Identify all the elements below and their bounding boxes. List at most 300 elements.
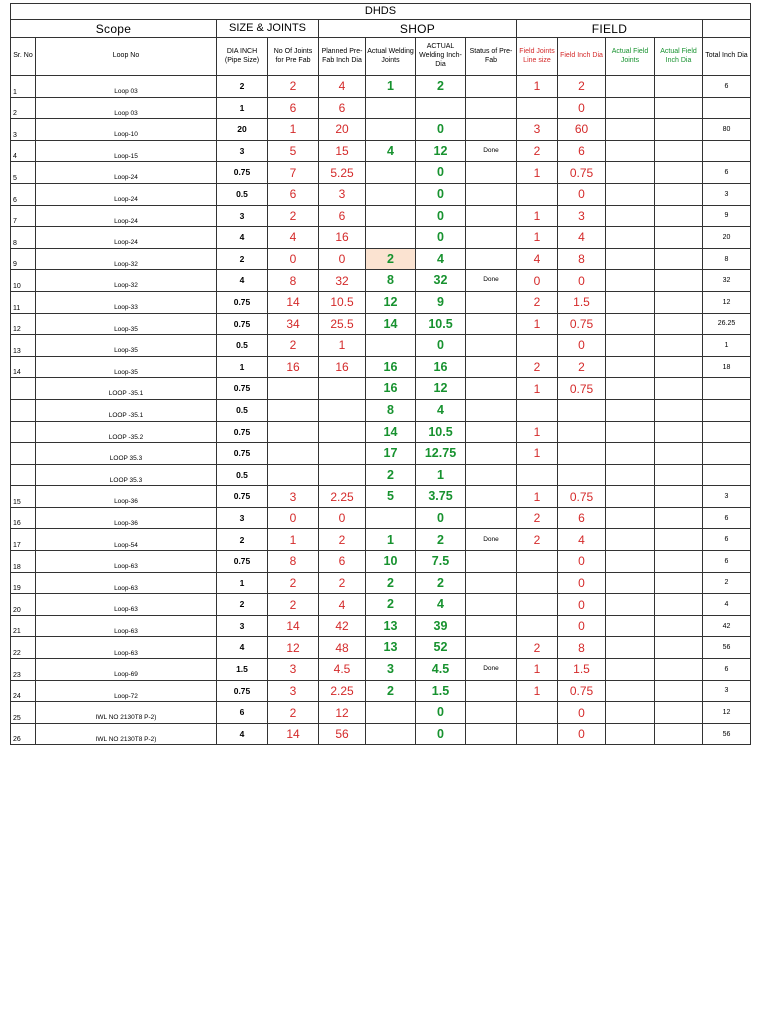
cell-field-joints-line-size [517,399,558,421]
table-row [11,399,751,421]
cell-dia-inch: 0.75 [217,378,268,400]
cell-no-joints-prefab: 1 [268,119,319,141]
cell-sr-no: 6 [11,183,36,205]
cell-field-joints-line-size: 1 [517,76,558,98]
cell-no-joints-prefab: 14 [268,615,319,637]
cell-field-joints-line-size: 2 [517,507,558,529]
cell-total-inch-dia [703,140,751,162]
cell-actual-field-inch-dia [655,76,703,98]
cell-status-prefab [466,399,517,421]
cell-field-inch-dia: 3 [558,205,606,227]
cell-sr-no: 23 [11,659,36,681]
cell-sr-no: 2 [11,97,36,119]
cell-loop-no: Loop-63 [36,594,217,616]
cell-total-inch-dia: 8 [703,248,751,270]
cell-actual-field-inch-dia [655,572,703,594]
cell-actual-field-joints [606,270,655,292]
cell-no-joints-prefab: 5 [268,140,319,162]
cell-total-inch-dia: 9 [703,205,751,227]
cell-planned-prefab-inch-dia: 56 [319,723,366,745]
cell-actual-welding-inch-dia: 0 [416,227,466,249]
cell-actual-welding-joints [366,162,416,184]
cell-planned-prefab-inch-dia: 12 [319,702,366,724]
cell-no-joints-prefab [268,464,319,486]
cell-actual-field-joints [606,421,655,443]
cell-status-prefab [466,637,517,659]
cell-field-inch-dia: 6 [558,507,606,529]
table-row [11,335,751,357]
cell-total-inch-dia: 2 [703,572,751,594]
table-row [11,356,751,378]
cell-actual-field-joints [606,378,655,400]
cell-total-inch-dia: 12 [703,702,751,724]
cell-actual-field-joints [606,615,655,637]
cell-loop-no: Loop-35 [36,335,217,357]
cell-status-prefab [466,572,517,594]
cell-loop-no: IWL NO 2130T8 P-2) [36,702,217,724]
cell-planned-prefab-inch-dia [319,464,366,486]
cell-total-inch-dia: 20 [703,227,751,249]
cell-field-joints-line-size: 1 [517,313,558,335]
cell-actual-welding-inch-dia: 1 [416,464,466,486]
cell-planned-prefab-inch-dia: 25.5 [319,313,366,335]
cell-actual-field-inch-dia [655,615,703,637]
cell-field-joints-line-size [517,594,558,616]
cell-planned-prefab-inch-dia: 2 [319,529,366,551]
cell-planned-prefab-inch-dia: 0 [319,248,366,270]
cell-actual-welding-inch-dia: 12.75 [416,443,466,465]
cell-loop-no: Loop-32 [36,270,217,292]
cell-actual-welding-joints: 2 [366,594,416,616]
cell-field-joints-line-size: 2 [517,140,558,162]
cell-actual-field-joints [606,162,655,184]
cell-no-joints-prefab: 16 [268,356,319,378]
cell-actual-welding-inch-dia: 2 [416,76,466,98]
cell-sr-no: 24 [11,680,36,702]
table-row [11,615,751,637]
cell-dia-inch: 0.5 [217,464,268,486]
cell-field-inch-dia: 0 [558,702,606,724]
cell-actual-field-joints [606,443,655,465]
cell-field-inch-dia: 0.75 [558,162,606,184]
cell-no-joints-prefab: 34 [268,313,319,335]
cell-total-inch-dia [703,378,751,400]
cell-planned-prefab-inch-dia: 1 [319,335,366,357]
table-row [11,76,751,98]
cell-status-prefab [466,615,517,637]
cell-no-joints-prefab [268,421,319,443]
cell-field-joints-line-size: 4 [517,248,558,270]
cell-total-inch-dia: 56 [703,723,751,745]
cell-total-inch-dia [703,421,751,443]
cell-total-inch-dia: 3 [703,486,751,508]
cell-actual-field-joints [606,205,655,227]
table-row [11,637,751,659]
cell-actual-field-joints [606,227,655,249]
cell-sr-no: 25 [11,702,36,724]
cell-sr-no: 14 [11,356,36,378]
cell-loop-no: Loop-15 [36,140,217,162]
cell-field-inch-dia: 0.75 [558,486,606,508]
cell-field-joints-line-size: 1 [517,659,558,681]
cell-total-inch-dia: 18 [703,356,751,378]
cell-actual-welding-joints: 8 [366,270,416,292]
col-actual-field-joints: Actual Field Joints [606,38,655,76]
cell-field-joints-line-size [517,572,558,594]
cell-sr-no: 19 [11,572,36,594]
cell-actual-field-inch-dia [655,507,703,529]
cell-dia-inch: 3 [217,205,268,227]
table-row [11,205,751,227]
cell-dia-inch: 4 [217,723,268,745]
cell-dia-inch: 3 [217,615,268,637]
cell-total-inch-dia: 42 [703,615,751,637]
cell-no-joints-prefab: 3 [268,486,319,508]
cell-sr-no: 5 [11,162,36,184]
cell-status-prefab: Done [466,529,517,551]
cell-dia-inch: 0.75 [217,313,268,335]
cell-loop-no: LOOP -35.1 [36,378,217,400]
cell-actual-welding-joints [366,119,416,141]
cell-field-joints-line-size: 1 [517,205,558,227]
cell-actual-field-joints [606,659,655,681]
cell-sr-no [11,378,36,400]
cell-status-prefab [466,421,517,443]
cell-dia-inch: 6 [217,702,268,724]
cell-actual-welding-joints: 17 [366,443,416,465]
cell-field-joints-line-size: 3 [517,119,558,141]
table-row [11,529,751,551]
group-blank [703,20,751,38]
cell-loop-no: Loop-35 [36,356,217,378]
table-row [11,378,751,400]
cell-actual-field-inch-dia [655,162,703,184]
cell-actual-welding-joints: 14 [366,421,416,443]
cell-total-inch-dia: 32 [703,270,751,292]
cell-actual-field-joints [606,594,655,616]
cell-actual-welding-joints: 16 [366,356,416,378]
cell-actual-welding-inch-dia: 2 [416,572,466,594]
cell-planned-prefab-inch-dia [319,399,366,421]
cell-actual-welding-inch-dia: 12 [416,140,466,162]
cell-field-joints-line-size [517,551,558,573]
cell-field-joints-line-size: 1 [517,378,558,400]
cell-total-inch-dia: 6 [703,659,751,681]
table-row [11,680,751,702]
cell-dia-inch: 2 [217,529,268,551]
cell-sr-no [11,443,36,465]
cell-no-joints-prefab: 6 [268,183,319,205]
cell-dia-inch: 2 [217,76,268,98]
cell-actual-welding-joints: 5 [366,486,416,508]
cell-total-inch-dia: 6 [703,76,751,98]
cell-loop-no: Loop 03 [36,76,217,98]
cell-status-prefab [466,356,517,378]
cell-actual-welding-joints: 13 [366,637,416,659]
table-row [11,486,751,508]
cell-actual-field-inch-dia [655,378,703,400]
cell-no-joints-prefab [268,378,319,400]
cell-planned-prefab-inch-dia: 48 [319,637,366,659]
cell-sr-no: 18 [11,551,36,573]
cell-total-inch-dia: 6 [703,551,751,573]
table-row [11,443,751,465]
cell-field-inch-dia: 1.5 [558,291,606,313]
cell-status-prefab [466,76,517,98]
cell-total-inch-dia: 6 [703,529,751,551]
table-row [11,572,751,594]
cell-loop-no: Loop-24 [36,162,217,184]
cell-field-inch-dia: 0 [558,551,606,573]
cell-actual-field-inch-dia [655,443,703,465]
cell-loop-no: Loop-33 [36,291,217,313]
cell-no-joints-prefab: 8 [268,551,319,573]
cell-planned-prefab-inch-dia: 20 [319,119,366,141]
cell-actual-welding-inch-dia: 0 [416,702,466,724]
table-row [11,421,751,443]
cell-sr-no: 20 [11,594,36,616]
cell-actual-welding-joints [366,205,416,227]
cell-field-joints-line-size [517,702,558,724]
cell-planned-prefab-inch-dia: 6 [319,551,366,573]
cell-total-inch-dia: 80 [703,119,751,141]
col-status-prefab: Status of Pre-Fab [466,38,517,76]
cell-dia-inch: 1 [217,356,268,378]
table-row [11,291,751,313]
cell-actual-field-joints [606,529,655,551]
cell-field-inch-dia: 1.5 [558,659,606,681]
col-total-inch-dia: Total Inch Dia [703,38,751,76]
col-actual-welding-joints: Actual Welding Joints [366,38,416,76]
cell-status-prefab [466,443,517,465]
col-field-joints-line-size: Field Joints Line size [517,38,558,76]
cell-total-inch-dia: 4 [703,594,751,616]
table-row [11,119,751,141]
cell-field-inch-dia: 4 [558,227,606,249]
cell-no-joints-prefab: 3 [268,680,319,702]
cell-field-inch-dia: 0 [558,335,606,357]
cell-actual-field-inch-dia [655,723,703,745]
cell-loop-no: Loop-63 [36,637,217,659]
cell-actual-welding-inch-dia: 12 [416,378,466,400]
cell-dia-inch: 1.5 [217,659,268,681]
cell-actual-field-joints [606,507,655,529]
cell-actual-welding-inch-dia: 4 [416,399,466,421]
cell-actual-field-inch-dia [655,637,703,659]
cell-field-joints-line-size: 1 [517,162,558,184]
cell-actual-welding-inch-dia: 4.5 [416,659,466,681]
cell-field-inch-dia: 2 [558,356,606,378]
col-actual-field-inch-dia: Actual Field Inch Dia [655,38,703,76]
cell-sr-no: 11 [11,291,36,313]
table-row [11,183,751,205]
cell-actual-field-joints [606,248,655,270]
table-row [11,227,751,249]
cell-sr-no: 16 [11,507,36,529]
cell-actual-welding-joints: 2 [366,680,416,702]
cell-no-joints-prefab: 4 [268,227,319,249]
cell-field-inch-dia: 0 [558,97,606,119]
col-dia-inch: DIA INCH (Pipe Size) [217,38,268,76]
cell-dia-inch: 0.75 [217,443,268,465]
cell-planned-prefab-inch-dia: 2.25 [319,486,366,508]
cell-status-prefab [466,205,517,227]
table-row [11,313,751,335]
cell-actual-field-inch-dia [655,227,703,249]
cell-dia-inch: 0.5 [217,399,268,421]
cell-sr-no: 17 [11,529,36,551]
cell-total-inch-dia: 26.25 [703,313,751,335]
cell-loop-no: Loop-24 [36,183,217,205]
cell-actual-field-joints [606,702,655,724]
cell-field-joints-line-size: 0 [517,270,558,292]
cell-actual-welding-inch-dia: 10.5 [416,313,466,335]
cell-actual-field-inch-dia [655,119,703,141]
cell-field-inch-dia: 0 [558,572,606,594]
cell-actual-welding-joints: 14 [366,313,416,335]
cell-sr-no: 1 [11,76,36,98]
cell-total-inch-dia [703,464,751,486]
cell-status-prefab [466,378,517,400]
cell-total-inch-dia [703,97,751,119]
cell-status-prefab [466,702,517,724]
cell-no-joints-prefab: 1 [268,529,319,551]
cell-total-inch-dia: 6 [703,162,751,184]
cell-actual-welding-joints: 12 [366,291,416,313]
cell-actual-welding-inch-dia: 2 [416,529,466,551]
cell-actual-welding-inch-dia: 4 [416,248,466,270]
cell-dia-inch: 2 [217,594,268,616]
cell-status-prefab [466,507,517,529]
cell-status-prefab [466,335,517,357]
cell-actual-welding-inch-dia: 0 [416,119,466,141]
cell-actual-welding-inch-dia: 39 [416,615,466,637]
cell-field-inch-dia: 8 [558,248,606,270]
dhds-sheet [10,3,751,745]
cell-no-joints-prefab: 14 [268,723,319,745]
cell-no-joints-prefab: 2 [268,76,319,98]
cell-no-joints-prefab [268,399,319,421]
cell-loop-no: Loop-36 [36,507,217,529]
cell-field-inch-dia [558,443,606,465]
cell-actual-field-joints [606,572,655,594]
cell-total-inch-dia: 3 [703,183,751,205]
col-planned-prefab-inch-dia: Planned Pre-Fab Inch Dia [319,38,366,76]
table-row [11,659,751,681]
cell-status-prefab: Done [466,659,517,681]
cell-actual-welding-joints [366,335,416,357]
cell-status-prefab [466,680,517,702]
table-row [11,551,751,573]
cell-total-inch-dia: 56 [703,637,751,659]
cell-no-joints-prefab: 2 [268,572,319,594]
cell-sr-no: 26 [11,723,36,745]
cell-actual-field-joints [606,76,655,98]
cell-actual-welding-joints [366,97,416,119]
cell-planned-prefab-inch-dia: 16 [319,356,366,378]
cell-actual-field-inch-dia [655,335,703,357]
cell-field-inch-dia: 6 [558,140,606,162]
cell-no-joints-prefab: 2 [268,594,319,616]
cell-status-prefab [466,464,517,486]
cell-dia-inch: 0.75 [217,291,268,313]
cell-no-joints-prefab: 0 [268,248,319,270]
cell-actual-welding-joints: 8 [366,399,416,421]
cell-field-joints-line-size [517,464,558,486]
cell-loop-no: LOOP -35.2 [36,421,217,443]
cell-field-inch-dia: 0 [558,270,606,292]
cell-loop-no: Loop-10 [36,119,217,141]
cell-actual-welding-joints: 16 [366,378,416,400]
cell-dia-inch: 3 [217,140,268,162]
cell-field-inch-dia: 0.75 [558,378,606,400]
cell-total-inch-dia: 3 [703,680,751,702]
cell-actual-welding-inch-dia: 0 [416,723,466,745]
cell-actual-welding-joints: 10 [366,551,416,573]
cell-loop-no: Loop-24 [36,227,217,249]
cell-actual-welding-inch-dia: 0 [416,335,466,357]
cell-actual-field-inch-dia [655,399,703,421]
cell-actual-field-inch-dia [655,313,703,335]
dhds-table [10,3,751,745]
cell-field-inch-dia [558,464,606,486]
cell-dia-inch: 1 [217,97,268,119]
cell-loop-no: Loop 03 [36,97,217,119]
cell-actual-field-joints [606,680,655,702]
table-row [11,248,751,270]
cell-dia-inch: 0.5 [217,335,268,357]
cell-field-joints-line-size: 2 [517,529,558,551]
cell-no-joints-prefab: 7 [268,162,319,184]
cell-planned-prefab-inch-dia: 4 [319,76,366,98]
group-field: FIELD [517,20,703,38]
cell-sr-no: 21 [11,615,36,637]
cell-field-inch-dia: 60 [558,119,606,141]
cell-actual-welding-joints: 2 [366,464,416,486]
cell-loop-no: IWL NO 2130T8 P-2) [36,723,217,745]
cell-field-inch-dia: 0.75 [558,680,606,702]
cell-status-prefab [466,97,517,119]
cell-actual-field-inch-dia [655,702,703,724]
cell-actual-field-inch-dia [655,551,703,573]
cell-dia-inch: 2 [217,248,268,270]
cell-field-inch-dia: 0 [558,594,606,616]
cell-actual-welding-joints [366,702,416,724]
table-row [11,594,751,616]
col-no-joints-prefab: No Of Joints for Pre Fab [268,38,319,76]
table-row [11,140,751,162]
cell-no-joints-prefab: 12 [268,637,319,659]
cell-actual-field-inch-dia [655,659,703,681]
cell-dia-inch: 4 [217,270,268,292]
table-row [11,97,751,119]
cell-loop-no: Loop-36 [36,486,217,508]
cell-field-inch-dia: 0 [558,723,606,745]
cell-planned-prefab-inch-dia: 16 [319,227,366,249]
cell-dia-inch: 0.75 [217,162,268,184]
cell-status-prefab [466,227,517,249]
cell-no-joints-prefab: 2 [268,702,319,724]
cell-status-prefab [466,248,517,270]
cell-sr-no: 12 [11,313,36,335]
cell-actual-field-joints [606,119,655,141]
cell-field-joints-line-size: 1 [517,227,558,249]
cell-status-prefab [466,183,517,205]
cell-actual-welding-inch-dia: 32 [416,270,466,292]
cell-field-inch-dia [558,421,606,443]
cell-actual-field-joints [606,97,655,119]
cell-dia-inch: 4 [217,637,268,659]
